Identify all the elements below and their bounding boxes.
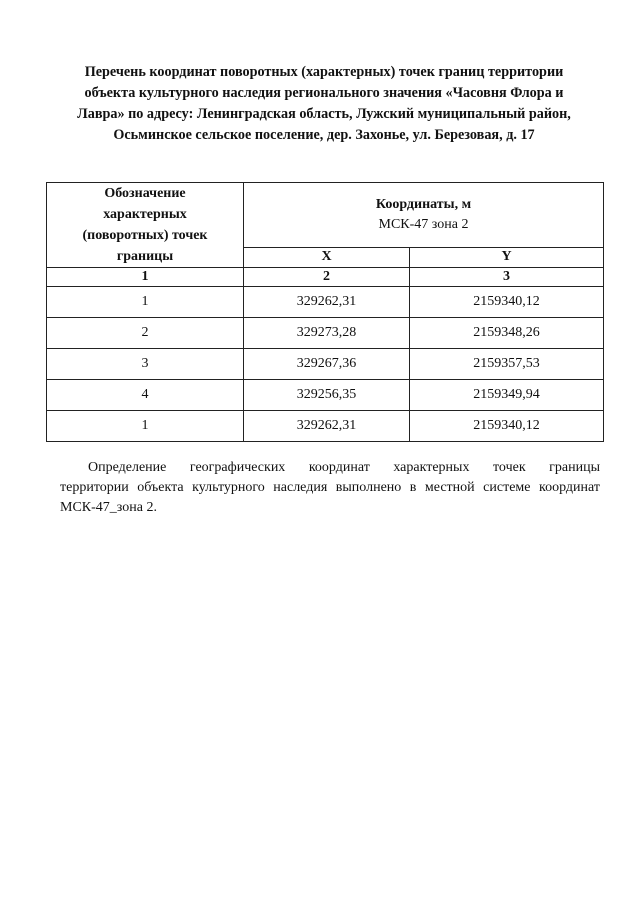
table-row — [47, 411, 604, 442]
column-number: 2 — [244, 268, 410, 287]
table-row — [47, 380, 604, 411]
column-number-row — [47, 268, 604, 287]
cell-x: 329262,31 — [244, 411, 410, 442]
cell-x: 329256,35 — [244, 380, 410, 411]
table-header-row — [47, 183, 604, 248]
cell-x: 329262,31 — [244, 287, 410, 318]
cell-point: 1 — [47, 411, 244, 442]
document-title — [60, 62, 588, 146]
note-line-3: МСК-47_зона 2. — [60, 500, 157, 515]
title-line-2: объекта культурного наследия регионального значения «Часовня Флора и — [84, 85, 564, 101]
header-designation-line: границы — [116, 249, 174, 264]
header-y: Y — [410, 247, 604, 267]
column-number: 1 — [47, 268, 244, 287]
title-line-4: Осьминское сельское поселение, дер. Захонье, ул. Березовая, д. 17 — [113, 127, 535, 143]
cell-x: 329273,28 — [244, 318, 410, 349]
header-designation-line: (поворотных) точек — [82, 228, 208, 243]
cell-point: 3 — [47, 349, 244, 380]
column-number: 3 — [410, 268, 604, 287]
coordinates-table — [46, 182, 604, 442]
note-line-2: территории объекта культурного наследия выполнено в местной системе координат — [60, 480, 600, 495]
cell-y: 2159349,94 — [410, 380, 604, 411]
cell-y: 2159357,53 — [410, 349, 604, 380]
title-line-1: Перечень координат поворотных (характерных) точек границ территории — [84, 64, 564, 80]
cell-y: 2159340,12 — [410, 287, 604, 318]
cell-y: 2159348,26 — [410, 318, 604, 349]
header-x: X — [244, 247, 410, 267]
cell-x: 329267,36 — [244, 349, 410, 380]
header-designation — [47, 183, 244, 268]
header-coordinates — [244, 183, 604, 248]
note-paragraph — [60, 458, 600, 518]
title-line-3: Лавра» по адресу: Ленинградская область, Лужский муниципальный район, — [77, 106, 571, 122]
cell-point: 2 — [47, 318, 244, 349]
cell-point: 1 — [47, 287, 244, 318]
table-row — [47, 287, 604, 318]
header-coordinates-subtitle: МСК-47 зона 2 — [378, 216, 469, 232]
table-row — [47, 349, 604, 380]
header-coordinates-title: Координаты, м — [375, 196, 472, 212]
header-designation-line: характерных — [103, 207, 187, 222]
note-line-1: Определение географических координат характерных точек границы — [88, 460, 600, 475]
table-row — [47, 318, 604, 349]
cell-y: 2159340,12 — [410, 411, 604, 442]
cell-point: 4 — [47, 380, 244, 411]
header-designation-line: Обозначение — [104, 186, 186, 201]
